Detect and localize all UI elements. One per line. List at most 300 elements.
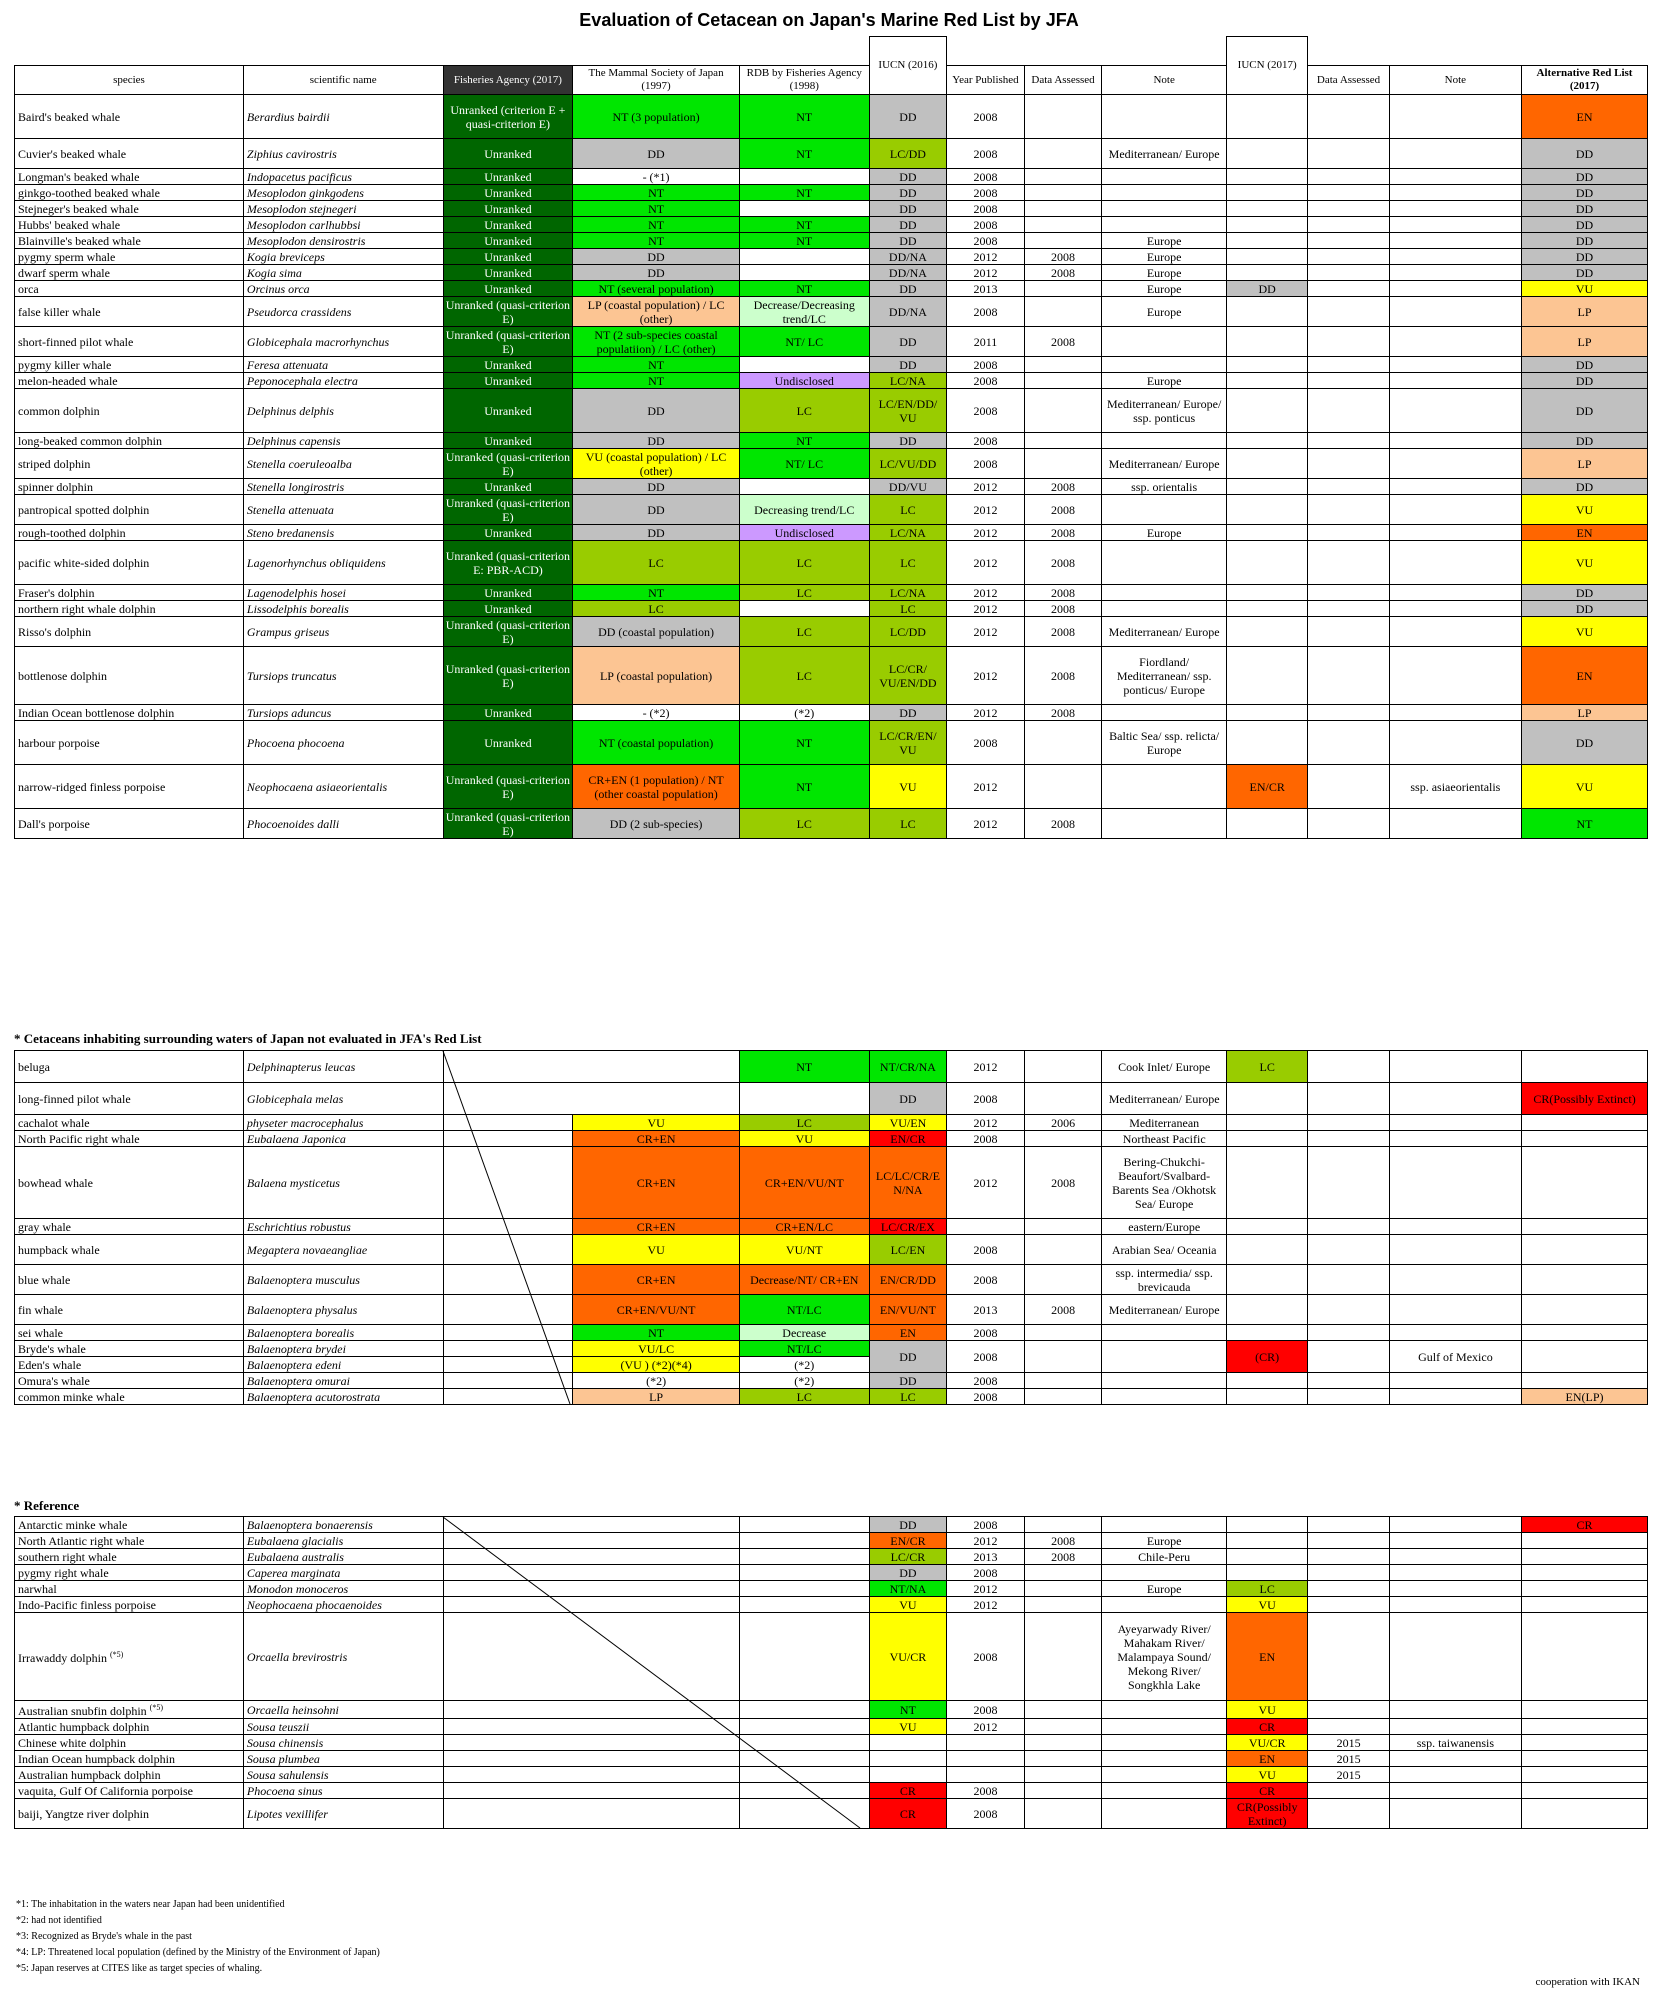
rdb-cell xyxy=(739,265,869,281)
fisheries-agency-cell: Unranked (quasi-criterion E) xyxy=(443,449,573,479)
iucn-2016-cell: LC/DD xyxy=(869,617,947,647)
note-2-cell xyxy=(1389,357,1521,373)
iucn-2017-cell xyxy=(1226,1083,1307,1115)
iucn-2016-cell: LC/DD xyxy=(869,139,947,169)
rdb-cell xyxy=(739,1735,869,1751)
rdb-cell: LC xyxy=(739,389,869,433)
fisheries-agency-cell xyxy=(443,1115,573,1131)
species-cell: gray whale xyxy=(15,1219,244,1235)
note-cell: Mediterranean/ Europe xyxy=(1102,139,1227,169)
data-assessed-cell xyxy=(1024,139,1102,169)
species-cell: melon-headed whale xyxy=(15,373,244,389)
table-row xyxy=(15,1701,1648,1719)
header-scientific-name: scientific name xyxy=(243,66,443,95)
data-assessed-2-cell xyxy=(1308,249,1389,265)
species-cell: southern right whale xyxy=(15,1549,244,1565)
iucn-2017-cell xyxy=(1226,233,1307,249)
alternative-red-list-cell xyxy=(1522,1701,1648,1719)
table-row xyxy=(15,495,1648,525)
note-2-cell xyxy=(1389,1565,1521,1581)
year-published-cell xyxy=(947,1219,1025,1235)
note-cell xyxy=(1102,1751,1227,1767)
iucn-2016-cell: EN/CR/DD xyxy=(869,1265,947,1295)
mammal-society-cell: NT (coastal population) xyxy=(573,721,740,765)
species-cell: Australian humpback dolphin xyxy=(15,1767,244,1783)
iucn-2016-cell: VU/CR xyxy=(869,1613,947,1701)
scientific-name-cell: Balaenoptera edeni xyxy=(243,1357,443,1373)
iucn-2016-cell: NT xyxy=(869,1701,947,1719)
year-published-cell: 2008 xyxy=(947,1235,1025,1265)
rdb-cell xyxy=(739,1783,869,1799)
note-2-cell xyxy=(1389,1613,1521,1701)
note-cell xyxy=(1102,495,1227,525)
rdb-cell: VU/NT xyxy=(739,1235,869,1265)
scientific-name-cell: Globicephala melas xyxy=(243,1083,443,1115)
note-2-cell xyxy=(1389,433,1521,449)
alternative-red-list-cell xyxy=(1522,1735,1648,1751)
note-cell: Europe xyxy=(1102,525,1227,541)
rdb-cell: NT xyxy=(739,217,869,233)
year-published-cell: 2008 xyxy=(947,1341,1025,1373)
alternative-red-list-cell xyxy=(1522,1115,1648,1131)
year-published-cell: 2012 xyxy=(947,541,1025,585)
fisheries-agency-cell xyxy=(443,1549,573,1565)
note-2-cell xyxy=(1389,1373,1521,1389)
year-published-cell: 2008 xyxy=(947,1799,1025,1829)
note-2-cell xyxy=(1389,1115,1521,1131)
species-cell: Indian Ocean bottlenose dolphin xyxy=(15,705,244,721)
note-2-cell xyxy=(1389,1783,1521,1799)
species-cell: North Atlantic right whale xyxy=(15,1533,244,1549)
species-cell: North Pacific right whale xyxy=(15,1131,244,1147)
rdb-cell: Decrease xyxy=(739,1325,869,1341)
table-row xyxy=(15,1373,1648,1389)
scientific-name-cell: Lagenodelphis hosei xyxy=(243,585,443,601)
mammal-society-cell xyxy=(573,1581,740,1597)
note-2-cell xyxy=(1389,249,1521,265)
mammal-society-cell: NT xyxy=(573,357,740,373)
iucn-2017-cell: VU xyxy=(1226,1597,1307,1613)
species-cell: Dall's porpoise xyxy=(15,809,244,839)
fisheries-agency-cell xyxy=(443,1265,573,1295)
note-cell xyxy=(1102,601,1227,617)
table-row xyxy=(15,233,1648,249)
note-2-cell xyxy=(1389,585,1521,601)
year-published-cell: 2012 xyxy=(947,1581,1025,1597)
scientific-name-cell: Tursiops truncatus xyxy=(243,647,443,705)
fisheries-agency-cell: Unranked (quasi-criterion E) xyxy=(443,495,573,525)
rdb-cell xyxy=(739,169,869,185)
species-cell: pygmy killer whale xyxy=(15,357,244,373)
rdb-cell: Decreasing trend/LC xyxy=(739,495,869,525)
scientific-name-cell: Mesoplodon stejnegeri xyxy=(243,201,443,217)
header-species: species xyxy=(15,66,244,95)
mammal-society-cell: DD xyxy=(573,389,740,433)
data-assessed-2-cell xyxy=(1308,705,1389,721)
year-published-cell: 2008 xyxy=(947,1613,1025,1701)
iucn-2016-cell: LC/CR/EN/ VU xyxy=(869,721,947,765)
mammal-society-cell: NT xyxy=(573,1325,740,1341)
note-2-cell xyxy=(1389,479,1521,495)
note-2-cell xyxy=(1389,297,1521,327)
header-alternative-red-list: Alternative Red List (2017) xyxy=(1522,66,1648,95)
iucn-2016-cell: DD xyxy=(869,1517,947,1533)
fisheries-agency-cell xyxy=(443,1131,573,1147)
rdb-cell: Undisclosed xyxy=(739,525,869,541)
data-assessed-cell xyxy=(1024,1389,1102,1405)
data-assessed-2-cell xyxy=(1308,357,1389,373)
iucn-2016-cell: DD xyxy=(869,433,947,449)
data-assessed-2-cell xyxy=(1308,1517,1389,1533)
note-2-cell xyxy=(1389,1051,1521,1083)
data-assessed-cell: 2008 xyxy=(1024,1533,1102,1549)
scientific-name-cell: Caperea marginata xyxy=(243,1565,443,1581)
data-assessed-cell xyxy=(1024,297,1102,327)
mammal-society-cell: NT (2 sub-species coastal populatiion) / LC (other) xyxy=(573,327,740,357)
data-assessed-cell xyxy=(1024,185,1102,201)
fisheries-agency-cell: Unranked xyxy=(443,721,573,765)
iucn-2017-cell xyxy=(1226,373,1307,389)
alternative-red-list-cell: VU xyxy=(1522,495,1648,525)
fisheries-agency-cell xyxy=(443,1751,573,1767)
rdb-cell: LC xyxy=(739,809,869,839)
iucn-2016-cell: DD xyxy=(869,217,947,233)
rdb-cell: LC xyxy=(739,1389,869,1405)
fisheries-agency-cell: Unranked xyxy=(443,169,573,185)
data-assessed-cell xyxy=(1024,1735,1102,1751)
data-assessed-cell: 2008 xyxy=(1024,265,1102,281)
year-published-cell: 2012 xyxy=(947,495,1025,525)
scientific-name-cell: Sousa chinensis xyxy=(243,1735,443,1751)
year-published-cell: 2008 xyxy=(947,139,1025,169)
mammal-society-cell: VU/LC xyxy=(573,1341,740,1357)
mammal-society-cell: NT xyxy=(573,585,740,601)
data-assessed-cell: 2008 xyxy=(1024,601,1102,617)
header-rdb: RDB by Fisheries Agency (1998) xyxy=(739,66,869,95)
scientific-name-cell: Phocoena sinus xyxy=(243,1783,443,1799)
data-assessed-2-cell xyxy=(1308,601,1389,617)
iucn-2017-cell xyxy=(1226,327,1307,357)
table-row xyxy=(15,297,1648,327)
mammal-society-cell: DD xyxy=(573,525,740,541)
year-published-cell: 2008 xyxy=(947,433,1025,449)
species-cell: dwarf sperm whale xyxy=(15,265,244,281)
scientific-name-cell: Indopacetus pacificus xyxy=(243,169,443,185)
iucn-2016-cell xyxy=(869,1751,947,1767)
iucn-2017-cell xyxy=(1226,541,1307,585)
table-row xyxy=(15,249,1648,265)
iucn-2017-cell xyxy=(1226,1265,1307,1295)
scientific-name-cell: Stenella longirostris xyxy=(243,479,443,495)
year-published-cell: 2008 xyxy=(947,1517,1025,1533)
data-assessed-2-cell xyxy=(1308,201,1389,217)
alternative-red-list-cell xyxy=(1522,1051,1648,1083)
note-2-cell xyxy=(1389,201,1521,217)
data-assessed-cell xyxy=(1024,281,1102,297)
alternative-red-list-cell xyxy=(1522,1565,1648,1581)
data-assessed-cell xyxy=(1024,1767,1102,1783)
data-assessed-2-cell xyxy=(1308,389,1389,433)
alternative-red-list-cell: DD xyxy=(1522,249,1648,265)
header-iucn-2017: IUCN (2017) xyxy=(1226,37,1307,95)
iucn-2016-cell: DD/NA xyxy=(869,265,947,281)
species-cell: Antarctic minke whale xyxy=(15,1517,244,1533)
note-cell xyxy=(1102,1565,1227,1581)
table-row xyxy=(15,389,1648,433)
rdb-cell xyxy=(739,1565,869,1581)
alternative-red-list-cell: LP xyxy=(1522,449,1648,479)
iucn-2017-cell: VU xyxy=(1226,1701,1307,1719)
iucn-2017-cell: VU/CR xyxy=(1226,1735,1307,1751)
iucn-2016-cell: DD xyxy=(869,1083,947,1115)
note-cell xyxy=(1102,1799,1227,1829)
data-assessed-2-cell xyxy=(1308,265,1389,281)
alternative-red-list-cell: CR xyxy=(1522,1517,1648,1533)
alternative-red-list-cell: LP xyxy=(1522,705,1648,721)
alternative-red-list-cell xyxy=(1522,1751,1648,1767)
species-cell: short-finned pilot whale xyxy=(15,327,244,357)
note-cell: Europe xyxy=(1102,233,1227,249)
alternative-red-list-cell xyxy=(1522,1719,1648,1735)
note-cell: Europe xyxy=(1102,281,1227,297)
species-cell: humpback whale xyxy=(15,1235,244,1265)
table-row xyxy=(15,139,1648,169)
rdb-cell xyxy=(739,479,869,495)
data-assessed-cell xyxy=(1024,1131,1102,1147)
scientific-name-cell: Balaenoptera physalus xyxy=(243,1295,443,1325)
scientific-name-cell: Eubalaena glacialis xyxy=(243,1533,443,1549)
year-published-cell xyxy=(947,1767,1025,1783)
iucn-2017-cell xyxy=(1226,1115,1307,1131)
data-assessed-2-cell xyxy=(1308,139,1389,169)
data-assessed-cell xyxy=(1024,1235,1102,1265)
note-cell xyxy=(1102,169,1227,185)
note-cell xyxy=(1102,185,1227,201)
fisheries-agency-cell xyxy=(443,1389,573,1405)
year-published-cell: 2008 xyxy=(947,201,1025,217)
note-2-cell xyxy=(1389,1235,1521,1265)
note-2-cell xyxy=(1389,1767,1521,1783)
note-cell: Mediterranean/ Europe xyxy=(1102,449,1227,479)
note-cell: Arabian Sea/ Oceania xyxy=(1102,1235,1227,1265)
alternative-red-list-cell: DD xyxy=(1522,479,1648,495)
note-cell xyxy=(1102,809,1227,839)
note-2-cell: Gulf of Mexico xyxy=(1389,1341,1521,1373)
species-cell: pacific white-sided dolphin xyxy=(15,541,244,585)
fisheries-agency-cell: Unranked xyxy=(443,249,573,265)
iucn-2017-cell xyxy=(1226,201,1307,217)
rdb-cell: Decrease/NT/ CR+EN xyxy=(739,1265,869,1295)
data-assessed-cell xyxy=(1024,1373,1102,1389)
note-2-cell xyxy=(1389,1701,1521,1719)
iucn-2016-cell: LC xyxy=(869,809,947,839)
note-2-cell xyxy=(1389,541,1521,585)
mammal-society-cell: VU xyxy=(573,1235,740,1265)
iucn-2016-cell: VU/EN xyxy=(869,1115,947,1131)
note-cell xyxy=(1102,433,1227,449)
table-row xyxy=(15,601,1648,617)
note-cell: Europe xyxy=(1102,249,1227,265)
iucn-2017-cell xyxy=(1226,647,1307,705)
iucn-2016-cell: VU xyxy=(869,1597,947,1613)
table-row xyxy=(15,201,1648,217)
note-cell: Fiordland/ Mediterranean/ ssp. ponticus/ Europe xyxy=(1102,647,1227,705)
table-row xyxy=(15,1751,1648,1767)
year-published-cell: 2012 xyxy=(947,809,1025,839)
table-row xyxy=(15,1767,1648,1783)
table-row xyxy=(15,1735,1648,1751)
alternative-red-list-cell: DD xyxy=(1522,389,1648,433)
iucn-2017-cell xyxy=(1226,1517,1307,1533)
year-published-cell xyxy=(947,1735,1025,1751)
table-row xyxy=(15,1131,1648,1147)
iucn-2017-cell xyxy=(1226,217,1307,233)
species-cell: baiji, Yangtze river dolphin xyxy=(15,1799,244,1829)
data-assessed-2-cell xyxy=(1308,1325,1389,1341)
iucn-2016-cell: LC/CR/ VU/EN/DD xyxy=(869,647,947,705)
table-row xyxy=(15,1517,1648,1533)
year-published-cell: 2008 xyxy=(947,1265,1025,1295)
data-assessed-cell xyxy=(1024,1799,1102,1829)
rdb-cell xyxy=(739,201,869,217)
table-row xyxy=(15,1719,1648,1735)
note-2-cell xyxy=(1389,139,1521,169)
data-assessed-2-cell xyxy=(1308,1115,1389,1131)
alternative-red-list-cell: DD xyxy=(1522,233,1648,249)
note-cell xyxy=(1102,705,1227,721)
species-cell: rough-toothed dolphin xyxy=(15,525,244,541)
species-cell: bottlenose dolphin xyxy=(15,647,244,705)
scientific-name-cell: Balaena mysticetus xyxy=(243,1147,443,1219)
header-fisheries-agency: Fisheries Agency (2017) xyxy=(443,66,573,95)
data-assessed-cell: 2008 xyxy=(1024,1295,1102,1325)
year-published-cell: 2008 xyxy=(947,95,1025,139)
iucn-2017-cell: CR xyxy=(1226,1783,1307,1799)
alternative-red-list-cell: NT xyxy=(1522,809,1648,839)
iucn-2017-cell: (CR) xyxy=(1226,1341,1307,1373)
alternative-red-list-cell: DD xyxy=(1522,217,1648,233)
iucn-2016-cell xyxy=(869,1767,947,1783)
fisheries-agency-cell xyxy=(443,1597,573,1613)
fisheries-agency-cell: Unranked (criterion E + quasi-criterion E) xyxy=(443,95,573,139)
note-cell: ssp. orientalis xyxy=(1102,479,1227,495)
data-assessed-cell xyxy=(1024,1751,1102,1767)
table-row xyxy=(15,1389,1648,1405)
data-assessed-2-cell: 2015 xyxy=(1308,1767,1389,1783)
alternative-red-list-cell xyxy=(1522,1325,1648,1341)
alternative-red-list-cell xyxy=(1522,1549,1648,1565)
note-cell xyxy=(1102,541,1227,585)
rdb-cell: NT/LC xyxy=(739,1295,869,1325)
mammal-society-cell xyxy=(573,1517,740,1533)
rdb-cell: LC xyxy=(739,585,869,601)
note-2-cell xyxy=(1389,601,1521,617)
iucn-2016-cell: DD/NA xyxy=(869,297,947,327)
fisheries-agency-cell: Unranked xyxy=(443,185,573,201)
scientific-name-cell: Sousa plumbea xyxy=(243,1751,443,1767)
rdb-cell: NT xyxy=(739,433,869,449)
iucn-2017-cell xyxy=(1226,297,1307,327)
note-cell xyxy=(1102,1767,1227,1783)
alternative-red-list-cell xyxy=(1522,1783,1648,1799)
iucn-2016-cell: DD xyxy=(869,281,947,297)
data-assessed-cell xyxy=(1024,233,1102,249)
iucn-2016-cell: EN/CR xyxy=(869,1131,947,1147)
table-row xyxy=(15,265,1648,281)
data-assessed-2-cell xyxy=(1308,233,1389,249)
data-assessed-cell xyxy=(1024,1701,1102,1719)
fisheries-agency-cell xyxy=(443,1533,573,1549)
fisheries-agency-cell xyxy=(443,1799,573,1829)
rdb-cell xyxy=(739,1549,869,1565)
iucn-2016-cell: DD xyxy=(869,95,947,139)
header-spacer xyxy=(15,37,870,66)
rdb-cell xyxy=(739,1719,869,1735)
section-title-reference: * Reference xyxy=(14,1498,80,1513)
data-assessed-2-cell xyxy=(1308,617,1389,647)
alternative-red-list-cell: VU xyxy=(1522,541,1648,585)
species-cell: Indo-Pacific finless porpoise xyxy=(15,1597,244,1613)
fisheries-agency-cell xyxy=(443,1147,573,1219)
note-cell xyxy=(1102,201,1227,217)
data-assessed-2-cell xyxy=(1308,479,1389,495)
year-published-cell: 2012 xyxy=(947,1533,1025,1549)
rdb-cell xyxy=(739,1517,869,1533)
data-assessed-2-cell xyxy=(1308,185,1389,201)
table-row xyxy=(15,525,1648,541)
table-row xyxy=(15,541,1648,585)
rdb-cell xyxy=(739,1581,869,1597)
alternative-red-list-cell: DD xyxy=(1522,139,1648,169)
footnote: *1: The inhabitation in the waters near Japan had been unidentified xyxy=(16,1899,285,1910)
alternative-red-list-cell: VU xyxy=(1522,617,1648,647)
mammal-society-cell: VU (coastal population) / LC (other) xyxy=(573,449,740,479)
species-cell: Hubbs' beaked whale xyxy=(15,217,244,233)
fisheries-agency-cell: Unranked xyxy=(443,265,573,281)
scientific-name-cell: Tursiops aduncus xyxy=(243,705,443,721)
data-assessed-2-cell xyxy=(1308,281,1389,297)
species-cell: Indian Ocean humpback dolphin xyxy=(15,1751,244,1767)
data-assessed-cell xyxy=(1024,1265,1102,1295)
table-row xyxy=(15,1549,1648,1565)
species-cell: striped dolphin xyxy=(15,449,244,479)
species-cell: Irrawaddy dolphin $^{(*5)}$ xyxy=(15,1613,244,1701)
cooperation-credit: cooperation with IKAN xyxy=(1535,1976,1640,1988)
note-2-cell xyxy=(1389,1799,1521,1829)
rdb-cell xyxy=(739,601,869,617)
data-assessed-cell: 2008 xyxy=(1024,1147,1102,1219)
scientific-name-cell: Steno bredanensis xyxy=(243,525,443,541)
year-published-cell: 2012 xyxy=(947,1719,1025,1735)
data-assessed-cell xyxy=(1024,1517,1102,1533)
species-cell: Blainville's beaked whale xyxy=(15,233,244,249)
mammal-society-cell: DD xyxy=(573,433,740,449)
note-cell: Baltic Sea/ ssp. relicta/ Europe xyxy=(1102,721,1227,765)
table-row xyxy=(15,1051,1648,1083)
iucn-2017-cell: CR(Possibly Extinct) xyxy=(1226,1799,1307,1829)
alternative-red-list-cell xyxy=(1522,1581,1648,1597)
header-data-assessed-2: Data Assessed xyxy=(1308,66,1389,95)
species-cell: Baird's beaked whale xyxy=(15,95,244,139)
data-assessed-2-cell xyxy=(1308,1341,1389,1373)
scientific-name-cell: Balaenoptera borealis xyxy=(243,1325,443,1341)
reference-table xyxy=(14,1516,1648,1829)
note-2-cell xyxy=(1389,495,1521,525)
scientific-name-cell: Sousa sahulensis xyxy=(243,1767,443,1783)
year-published-cell: 2012 xyxy=(947,525,1025,541)
footnote-marker: (*5) xyxy=(109,1650,124,1659)
data-assessed-cell xyxy=(1024,357,1102,373)
